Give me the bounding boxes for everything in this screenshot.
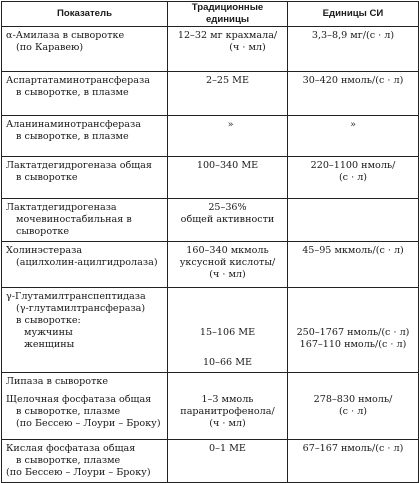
indicator-note: в сыворотке: (16, 315, 81, 326)
indicator-note: в сыворотке, плазме (16, 455, 121, 466)
indicator-name: Лактатдегидрогеназа (6, 202, 117, 213)
table-row (2, 199, 419, 242)
traditional-cell (168, 373, 288, 440)
traditional-value: 10–66 МЕ (202, 357, 253, 368)
table-row (2, 440, 419, 483)
ditto-mark: » (350, 119, 356, 130)
traditional-value: 25–36% (208, 202, 247, 213)
indicator-name: Липаза в сыворотке (6, 376, 109, 387)
traditional-cell (168, 72, 288, 116)
si-cell (288, 288, 419, 373)
traditional-value: 0–1 МЕ (209, 443, 246, 454)
traditional-cell (168, 288, 288, 373)
traditional-value: 160–340 мкмоль (186, 245, 269, 256)
indicator-cell (2, 440, 168, 483)
table-row (2, 116, 419, 157)
indicator-note: (по Каравею) (16, 42, 84, 53)
indicator-name: Аланинаминотрансфераза (6, 119, 141, 130)
traditional-unit: (ч · мл) (209, 269, 246, 280)
indicator-cell (2, 72, 168, 116)
table-header-row (2, 2, 419, 27)
indicator-note: в сыворотке (16, 172, 78, 183)
indicator-note: (по Бессею – Лоури – Броку) (16, 418, 161, 429)
indicator-note: (ацилхолин-ацилгидролаза) (16, 257, 158, 268)
table-row (2, 157, 419, 199)
indicator-note: в сыворотке, в плазме (16, 87, 129, 98)
si-cell (288, 27, 419, 72)
si-unit: (с · л) (338, 172, 368, 183)
indicator-name: α-Амилаза в сыворотке (6, 30, 125, 41)
indicator-name: Аспартатаминотрансфераза (6, 75, 150, 86)
indicator-note: в сыворотке, в плазме (16, 131, 129, 142)
si-cell (288, 199, 419, 242)
indicator-name: Кислая фосфатаза общая (6, 443, 136, 454)
indicator-cell (2, 288, 168, 373)
si-cell (288, 72, 419, 116)
si-cell (288, 116, 419, 157)
si-value: 278–830 нмоль/ (313, 394, 393, 405)
header-si-units: Единицы СИ (288, 2, 419, 27)
indicator-cell (2, 199, 168, 242)
si-cell (288, 157, 419, 199)
traditional-unit: (ч · мл) (229, 42, 266, 53)
indicator-name: Щелочная фосфатаза общая (6, 394, 152, 405)
indicator-name: γ-Глутамилтранспептидаза (6, 291, 146, 302)
si-value: 3,3–8,9 мг/(с · л) (311, 30, 395, 41)
ditto-mark: » (227, 119, 234, 130)
table-row (2, 373, 419, 440)
indicator-cell (2, 373, 168, 440)
table-row (2, 27, 419, 72)
traditional-unit: общей активности (180, 214, 275, 225)
indicator-note: в сыворотке, плазме (16, 406, 121, 417)
traditional-cell (168, 440, 288, 483)
indicator-cell (2, 157, 168, 199)
si-value: 30–420 нмоль/(с · л) (302, 75, 404, 86)
si-cell (288, 440, 419, 483)
header-traditional-units: Традиционные единицы (168, 2, 288, 27)
table-row (2, 288, 419, 373)
indicator-name: Лактатдегидрогеназа общая (6, 160, 152, 171)
traditional-cell (168, 116, 288, 157)
traditional-cell (168, 27, 288, 72)
si-value: 250–1767 нмоль/(с · л) (296, 327, 410, 338)
traditional-cell (168, 199, 288, 242)
indicator-name: Холинэстераза (6, 245, 83, 256)
table-row (2, 72, 419, 116)
indicator-cell (2, 116, 168, 157)
traditional-value: 2–25 МЕ (206, 75, 249, 86)
indicator-cell (2, 242, 168, 288)
traditional-value: 1–3 ммоль (201, 394, 254, 405)
traditional-value: 15–106 МЕ (199, 327, 256, 338)
table-row (2, 242, 419, 288)
indicator-cell (2, 27, 168, 72)
header-indicator: Показатель (2, 2, 168, 27)
indicator-note: (γ-глутамилтрансфераза) (16, 303, 146, 314)
enzyme-reference-table (1, 1, 419, 483)
si-value: 45–95 мкмоль/(с · л) (302, 245, 404, 256)
traditional-cell (168, 242, 288, 288)
indicator-subgroup: женщины (24, 339, 75, 350)
indicator-note: мочевиностабильная в сыворотке (16, 214, 132, 237)
traditional-unit: (ч · мл) (209, 418, 246, 429)
traditional-value: 100–340 МЕ (196, 160, 259, 171)
si-cell (288, 373, 419, 440)
indicator-note: (по Бессею – Лоури – Броку) (6, 467, 151, 478)
si-unit: (с · л) (338, 406, 368, 417)
traditional-cell (168, 157, 288, 199)
indicator-subgroup: мужчины (24, 327, 73, 338)
si-cell (288, 242, 419, 288)
traditional-unit: паранитрофенола/ (180, 406, 275, 417)
si-value: 67–167 нмоль/(с · л) (302, 443, 404, 454)
si-value: 167–110 нмоль/(с · л) (299, 339, 407, 350)
traditional-value: 12–32 мг крахмала/ (177, 30, 278, 41)
si-value: 220–1100 нмоль/ (310, 160, 396, 171)
traditional-unit: уксусной кислоты/ (179, 257, 276, 268)
